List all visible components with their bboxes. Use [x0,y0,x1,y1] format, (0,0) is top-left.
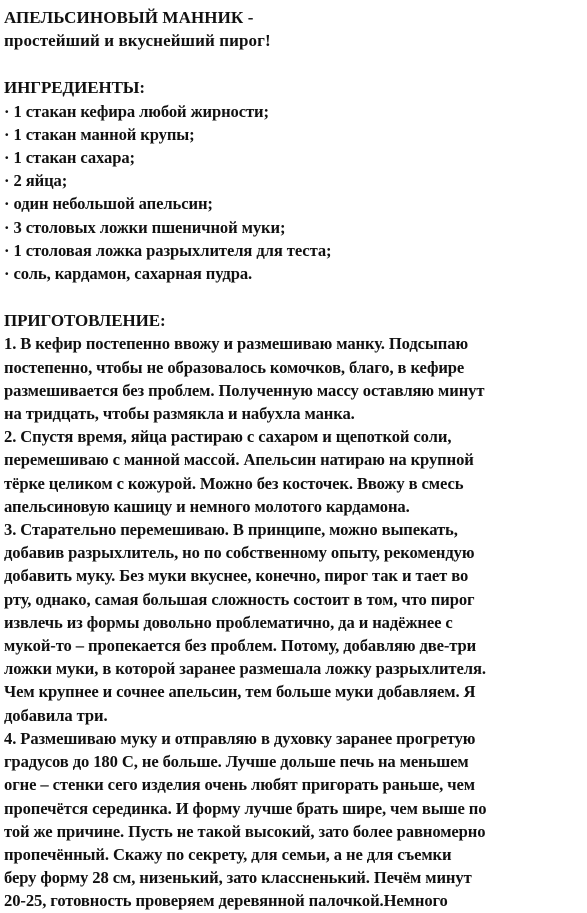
preparation-line: огне – стенки сего изделия очень любят пригорать раньше, чем [4,775,475,795]
preparation-line: добавив разрыхлитель, но по собственному опыту, рекомендую [4,543,475,563]
preparation-section [4,309,587,912]
preparation-line: постепенно, чтобы не образовалось комочков, благо, в кефире [4,357,465,377]
ingredient-item: · 1 стакан манной крупы; [4,124,195,144]
spacer [4,285,587,309]
ingredient-item: · 3 столовых ложки пшеничной муки; [4,217,286,237]
preparation-line: 4. Размешиваю муку и отправляю в духовку заранее прогретую [4,728,476,748]
ingredient-item: · один небольшой апельсин; [4,194,213,214]
preparation-line: на тридцать, чтобы размякла и набухла манка. [4,404,355,424]
spacer [4,52,587,76]
preparation-line: Чем крупнее и сочнее апельсин, тем больше муки добавляем. Я [4,682,476,702]
preparation-line: перемешиваю с манной массой. Апельсин натираю на крупной [4,450,474,470]
preparation-line: размешивается без проблем. Полученную массу оставляю минут [4,380,485,400]
preparation-line: рту, однако, самая большая сложность состоит в том, что пирог [4,589,475,609]
preparation-line: ложки муки, в которой заранее размешала ложку разрыхлителя. [4,659,486,679]
preparation-heading: ПРИГОТОВЛЕНИЕ: [4,311,166,331]
preparation-line: градусов до 180 С, не больше. Лучше дольше печь на меньшем [4,752,469,772]
ingredients-heading: ИНГРЕДИЕНТЫ: [4,78,145,98]
preparation-line: пропечённый. Скажу по секрету, для семьи, а не для съемки [4,844,452,864]
ingredient-item: · 1 столовая ложка разрыхлителя для теста; [4,240,332,260]
preparation-line: 20-25, готовность проверяем деревянной палочкой.Немного [4,891,448,911]
preparation-line: извлечь из формы довольно проблематично, да и надёжнее с [4,612,453,632]
preparation-line: добавить муку. Без муки вкуснее, конечно, пирог так и тает во [4,566,469,586]
recipe-title-line-1: АПЕЛЬСИНОВЫЙ МАННИК - [4,8,254,27]
preparation-line: той же причине. Пусть не такой высокий, зато более равномерно [4,821,486,841]
ingredient-item: · 2 яйца; [4,171,68,191]
preparation-line: мукой-то – пропекается без проблем. Потому, добавляю две-три [4,636,477,656]
preparation-line: беру форму 28 см, низенький, зато классненький. Печём минут [4,868,472,888]
ingredients-section [4,76,587,285]
preparation-line: 2. Спустя время, яйца растираю с сахаром и щепоткой соли, [4,427,452,447]
preparation-line: апельсиновую кашицу и немного молотого кардамона. [4,496,410,516]
ingredient-item: · 1 стакан сахара; [4,148,135,168]
ingredient-item: · 1 стакан кефира любой жирности; [4,101,269,121]
preparation-line: добавила три. [4,705,108,725]
preparation-line: 3. Старательно перемешиваю. В принципе, можно выпекать, [4,520,458,540]
ingredient-item: · соль, кардамон, сахарная пудра. [4,264,253,284]
preparation-line: 1. В кефир постепенно ввожу и размешиваю манку. Подсыпаю [4,334,469,354]
preparation-line: пропечётся серединка. И форму лучше брать шире, чем выше по [4,798,487,818]
preparation-line: тёрке целиком с кожурой. Можно без косточек. Ввожу в смесь [4,473,464,493]
recipe-title-line-2: простейший и вкуснейший пирог! [4,31,271,51]
